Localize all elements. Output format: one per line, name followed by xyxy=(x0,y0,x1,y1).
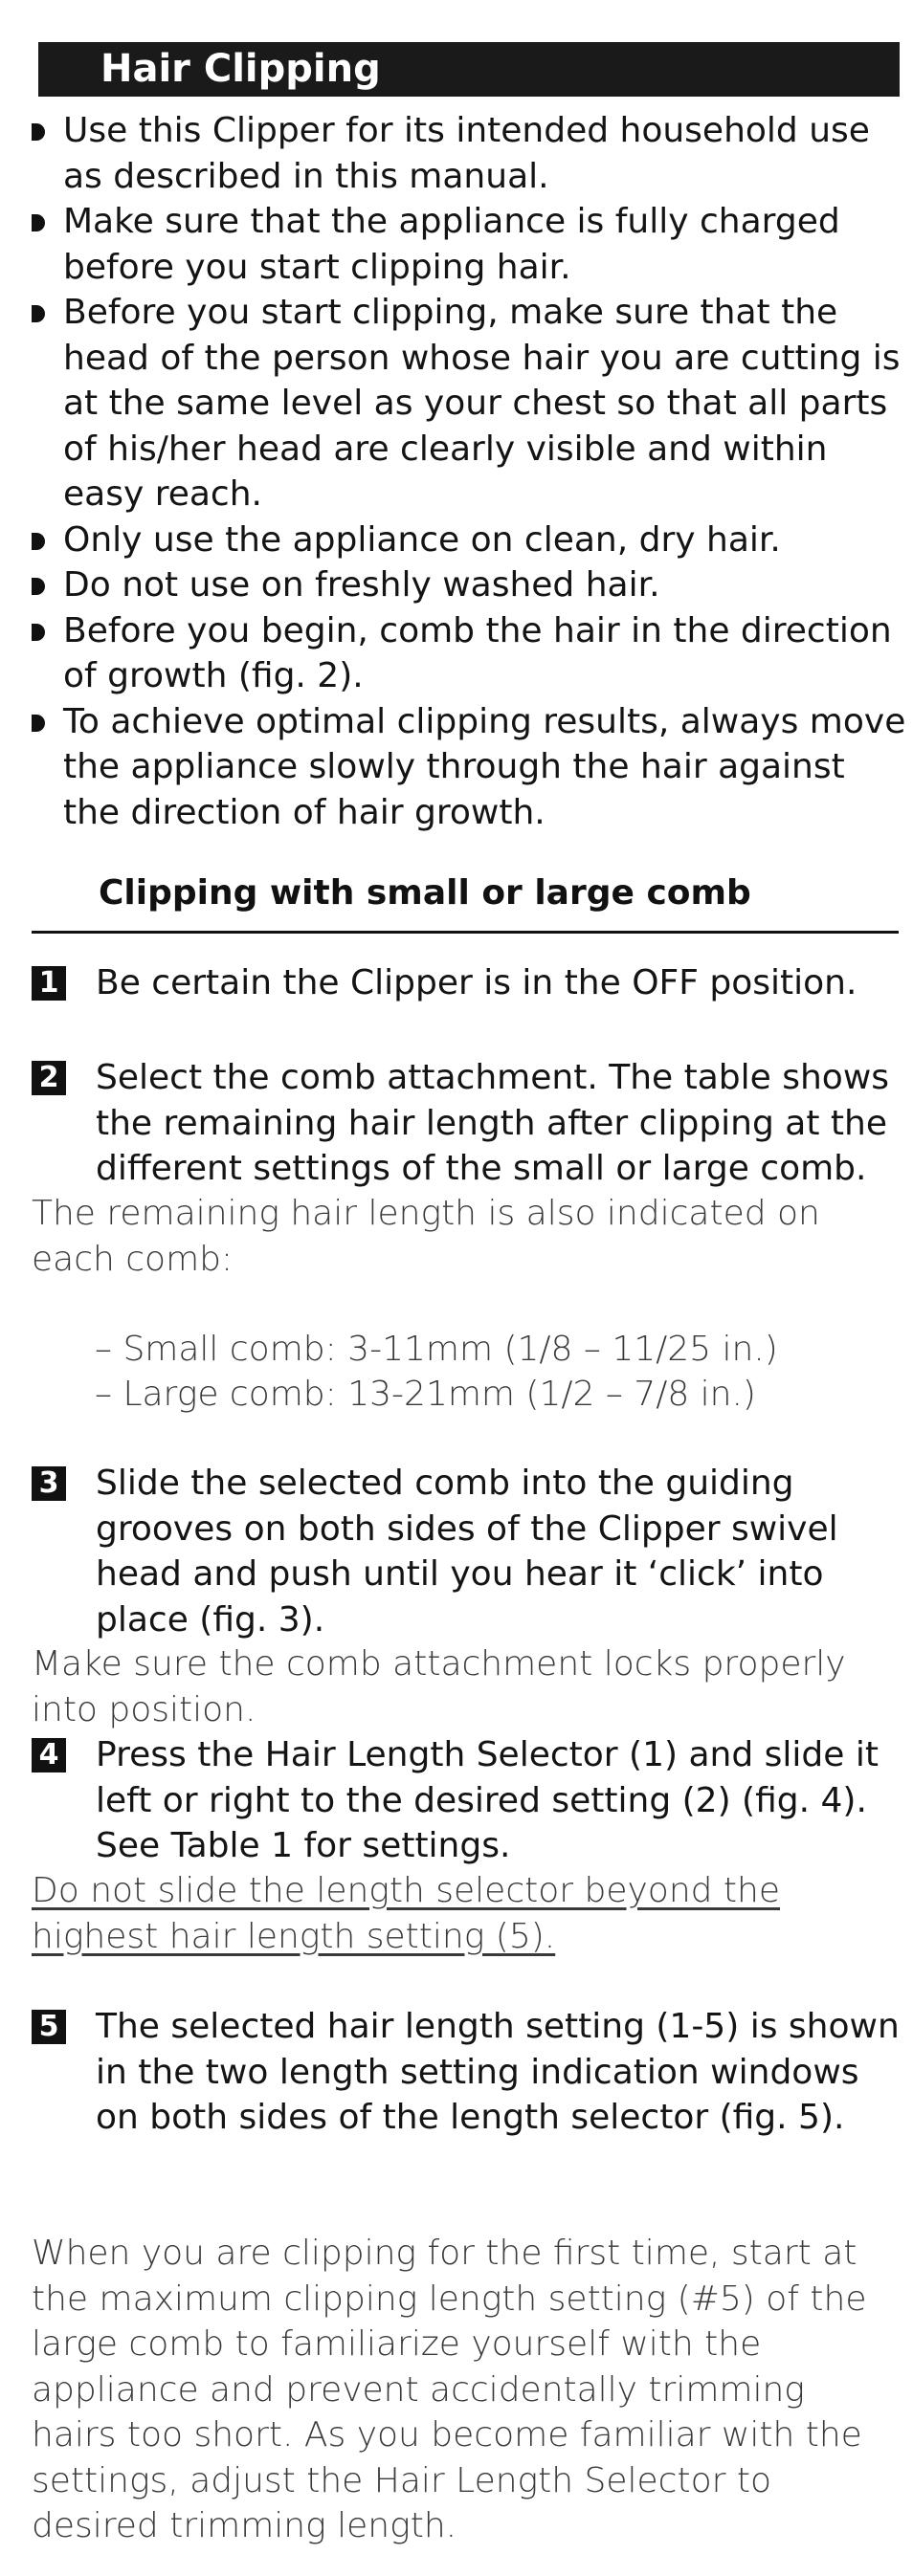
bullet-list xyxy=(32,108,907,835)
bullet-text: To achieve optimal clipping results, always move the appliance slowly through the hair against the direction of hair growth. xyxy=(63,701,906,832)
step-2 xyxy=(32,1055,907,1192)
bullet-text: Only use the appliance on clean, dry hair. xyxy=(63,519,781,560)
step-number-badge: 2 xyxy=(32,1061,66,1095)
bullet-item xyxy=(32,517,907,563)
large-comb-range: – Large comb: 13-21mm (1/2 – 7/8 in.) xyxy=(95,1375,756,1414)
bullet-item xyxy=(32,608,907,699)
bullet-item xyxy=(32,290,907,517)
section-title: Hair Clipping xyxy=(100,47,381,91)
step-4 xyxy=(32,1732,907,1869)
bullet-text: Before you begin, comb the hair in the direction of growth (fig. 2). xyxy=(63,610,892,695)
bullet-arrow-icon xyxy=(32,305,45,322)
bullet-item xyxy=(32,108,907,199)
comb-length-note: The remaining hair length is also indicated on each comb: xyxy=(32,1194,820,1279)
subsection-title: Clipping with small or large comb xyxy=(99,873,751,913)
first-time-tip: When you are clipping for the first time, start at the maximum clipping length setting (#5) of the large comb to familiarize yourself with the appliance and prevent accidentally trimming hairs too short. As you become familiar with the settings, adjust the Hair Length Selector to desired trimming length. xyxy=(32,2234,867,2545)
step-number-badge: 5 xyxy=(32,2010,66,2044)
bullet-arrow-icon xyxy=(32,715,45,732)
step-text: Select the comb attachment. The table shows the remaining hair length after clipping at the different settings of the small or large comb. xyxy=(96,1058,890,1188)
step-number-badge: 4 xyxy=(32,1738,66,1772)
bullet-item xyxy=(32,562,907,608)
bullet-text: Before you start clipping, make sure that the head of the person whose hair you are cutting is at the same level as your chest so that all parts of his/her head are clearly visible and within easy reach. xyxy=(63,293,901,514)
divider xyxy=(32,931,899,934)
step-number-badge: 3 xyxy=(32,1466,66,1501)
bullet-arrow-icon xyxy=(32,533,45,550)
step-text: Be certain the Clipper is in the OFF position. xyxy=(96,963,857,1002)
bullet-item xyxy=(32,199,907,290)
small-comb-range: – Small comb: 3-11mm (1/8 – 11/25 in.) xyxy=(95,1330,778,1369)
step-1 xyxy=(32,960,907,1006)
bullet-arrow-icon xyxy=(32,624,45,641)
bullet-arrow-icon xyxy=(32,214,45,231)
bullet-text: Use this Clipper for its intended household use as described in this manual. xyxy=(63,111,870,196)
step-3 xyxy=(32,1461,907,1642)
length-selector-warning: Do not slide the length selector beyond the highest hair length setting (5). xyxy=(32,1871,781,1956)
step-text: The selected hair length setting (1-5) is shown in the two length setting indication windows on both sides of the length selector (fig. 5). xyxy=(96,2007,900,2137)
bullet-text: Make sure that the appliance is fully charged before you start clipping hair. xyxy=(63,202,840,287)
step-5 xyxy=(32,2004,907,2141)
bullet-arrow-icon xyxy=(32,578,45,595)
section-header-bar xyxy=(38,42,900,97)
step-number-badge: 1 xyxy=(32,966,66,1001)
step-text: Press the Hair Length Selector (1) and slide it left or right to the desired setting (2) (fig. 4). See Table 1 for settings. xyxy=(96,1735,879,1865)
comb-lock-note: Make sure the comb attachment locks properly into position. xyxy=(32,1644,846,1729)
bullet-text: Do not use on freshly washed hair. xyxy=(63,565,660,605)
step-text: Slide the selected comb into the guiding grooves on both sides of the Clipper swivel head and push until you hear it ‘click’ into place (fig. 3). xyxy=(96,1464,838,1640)
bullet-arrow-icon xyxy=(32,123,45,141)
bullet-item xyxy=(32,699,907,836)
